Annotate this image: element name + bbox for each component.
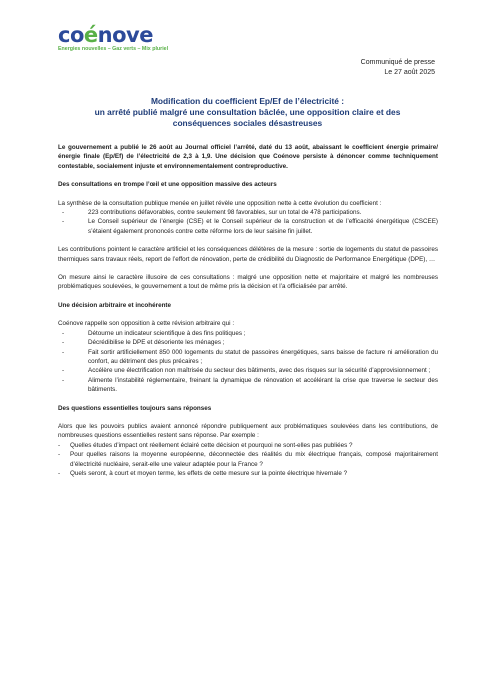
press-label: Communiqué de presse (360, 59, 435, 66)
section1-lead: La synthèse de la consultation publique menée en juillet révèle une opposition nette à cette évolution du coefficient : (58, 199, 382, 207)
list-item: - Quelles études d’impact ont réellement éclairé cette décision et pourquoi ne sont-elles pas publiées ? (58, 441, 438, 450)
title-line-1: Modification du coefficient Ep/Ef de l’électricité : (150, 96, 345, 106)
document-title (58, 96, 437, 129)
title-line-2: un arrêté publié malgré une consultation bâclée, une opposition claire et des (94, 107, 401, 117)
section1-paragraph-2: Les contributions pointent le caractère artificiel et les conséquences délétères de la mesure : sortie de logements du statut de passoires thermiques sans travaux réels, report de l’effort de rénovation, perte de crédibilité du Diagnostic de Performance Energétique (DPE), … (58, 246, 438, 263)
list-item: - Quels seront, à court et moyen terme, les effets de cette mesure sur la pointe électrique hivernale ? (58, 469, 438, 478)
press-header (361, 58, 435, 78)
coenove-logo (58, 24, 168, 52)
section3-lead: Alors que les pouvoirs publics avaient annoncé répondre publiquement aux problématiques soulevées dans les contributions, de nombreuses questions essentielles restent sans réponse. Par exemple : (58, 422, 438, 440)
list-item: - Accélère une électrification non maîtrisée du secteur des bâtiments, avec des risques sur la sécurité d’approvisionnement ; (58, 366, 438, 375)
section-heading-questions: Des questions essentielles toujours sans réponses (58, 404, 212, 412)
title-line-3: conséquences sociales désastreuses (172, 118, 323, 128)
list-item: - Fait sortir artificiellement 850 000 logements du statut de passoires énergétiques, sans baisse de facture ni amélioration du confort, au détriment des plus précaires ; (58, 348, 438, 367)
section1-list (58, 208, 438, 236)
section-heading-decision: Une décision arbitraire et incohérente (58, 301, 172, 309)
section1-paragraph-3: On mesure ainsi le caractère illusoire de ces consultations : malgré une opposition nette et majoritaire et malgré les nombreuses problématiques soulevées, le gouvernement a tout de même pris la décision et l’a officialisée par arrêté. (58, 274, 438, 291)
intro-paragraph: Le gouvernement a publié le 26 août au Journal officiel l’arrêté, daté du 13 août, abaissant le coefficient énergie primaire/énergie finale (Ep/Ef) de l’électricité de 2,3 à 1,9. Une décision que Coénove persiste à dénoncer comme techniquement contestable, socialement injuste et environnementalement contreproductive. (58, 144, 438, 170)
document-body (58, 143, 438, 478)
section2-lead: Coénove rappelle son opposition à cette révision arbitraire qui : (58, 320, 235, 328)
press-date: Le 27 août 2025 (384, 69, 435, 76)
section-heading-consultations: Des consultations en trompe l’œil et une opposition massive des acteurs (58, 181, 277, 189)
list-item: - Décrédibilise le DPE et désoriente les ménages ; (58, 338, 438, 347)
logo-wordmark: coénove (58, 23, 153, 47)
list-item: - 223 contributions défavorables, contre seulement 98 favorables, sur un total de 478 participations. (58, 208, 438, 217)
section3-list (58, 441, 438, 479)
list-item: - Détourne un indicateur scientifique à des fins politiques ; (58, 329, 438, 338)
section2-list (58, 329, 438, 395)
list-item: - Le Conseil supérieur de l’énergie (CSE) et le Conseil supérieur de la construction et de l’efficacité énergétique (CSCEE) s’étaient également prononcés contre cette réforme lors de leur saisine fin juillet. (58, 217, 438, 236)
list-item: - Alimente l’instabilité réglementaire, freinant la dynamique de rénovation et accélérant la crise que traverse le secteur des bâtiments. (58, 376, 438, 395)
logo-tagline: Energies nouvelles – Gaz verts – Mix pluriel (58, 46, 169, 52)
list-item: - Pour quelles raisons la moyenne européenne, déconnectée des réalités du mix électrique français, composé majoritairement d’électricité nucléaire, serait-elle une valeur adaptée pour la France ? (58, 450, 438, 469)
